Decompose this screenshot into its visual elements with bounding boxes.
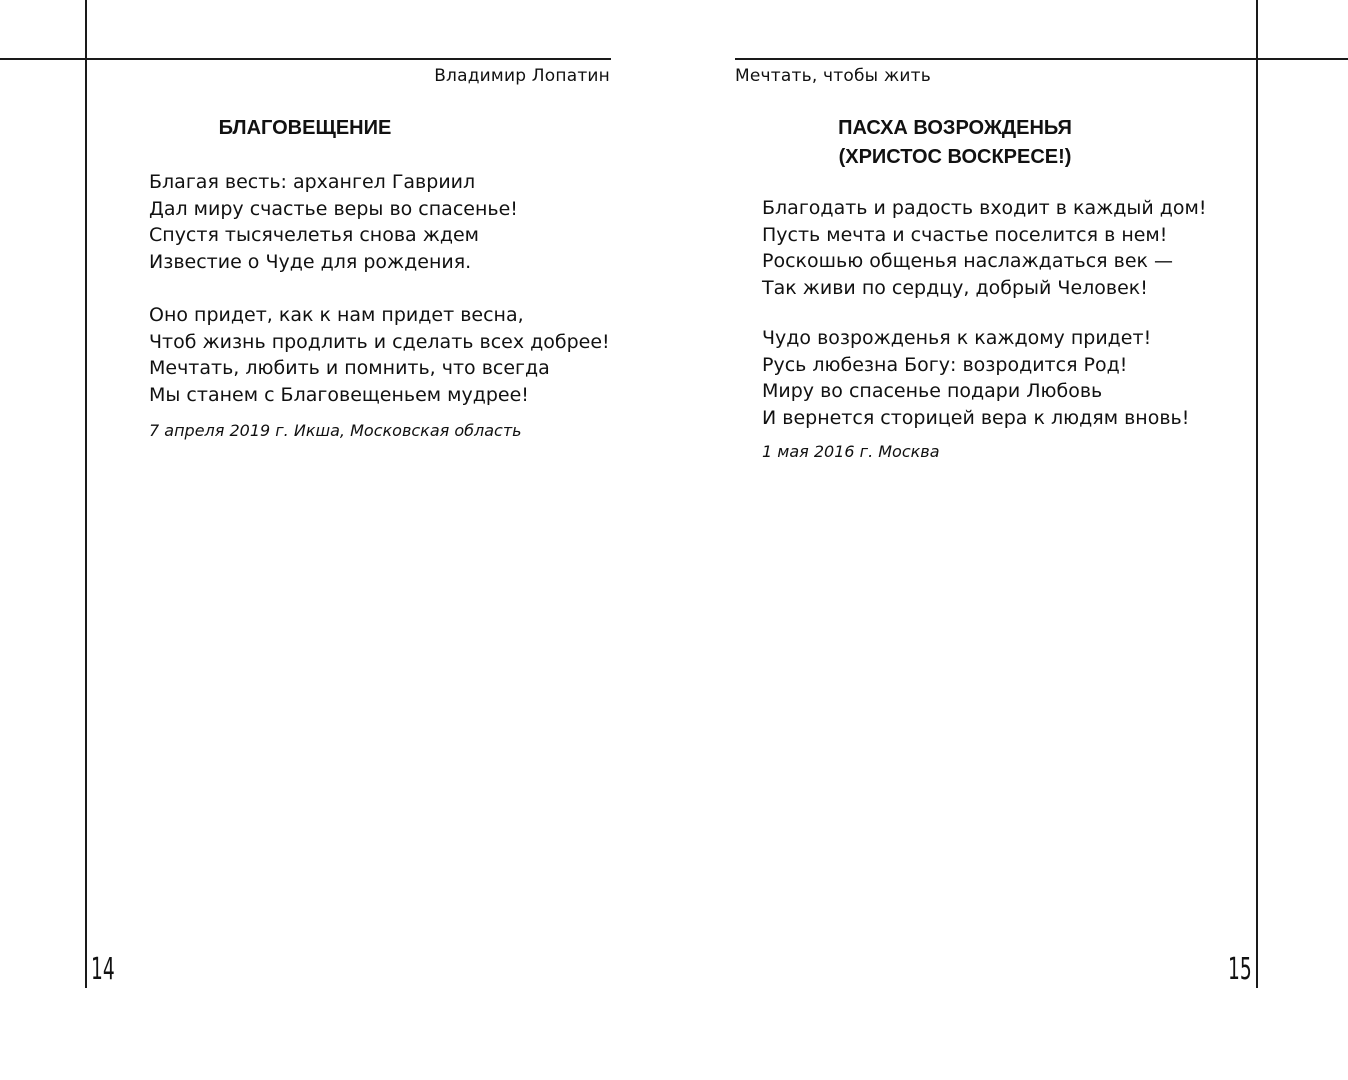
top-rule-left	[0, 58, 611, 60]
page-number: 15	[1228, 952, 1252, 987]
poem-date: 7 апреля 2019 г. Икша, Московская область	[149, 421, 522, 440]
verse-line: Благая весть: архангел Гавриил	[149, 171, 476, 193]
verse-line: Чтоб жизнь продлить и сделать всех добрее!	[149, 330, 610, 353]
stanza-1	[762, 195, 1207, 301]
poem-title-line-1: ПАСХА ВОЗРОЖДЕНЬЯ	[838, 117, 1072, 139]
left-margin-line	[85, 0, 87, 988]
verse-line: Мечтать, любить и помнить, что всегда	[149, 357, 550, 380]
verse-line: Мы станем с Благовещеньем мудрее!	[149, 383, 529, 406]
verse-line: Так живи по сердцу, добрый Человек!	[762, 276, 1148, 299]
verse-line: Дал миру счастье веры во спасенье!	[149, 197, 518, 220]
verse-line: Роскошью общенья наслаждаться век —	[762, 250, 1174, 273]
verse-line: Миру во спасенье подари Любовь	[762, 380, 1103, 403]
stanza-1	[149, 169, 518, 275]
verse-line: И вернется сторицей вера к людям вновь!	[762, 406, 1190, 429]
running-head-book-title: Мечтать, чтобы жить	[735, 66, 931, 86]
verse-line: Благодать и радость входит в каждый дом!	[762, 197, 1207, 219]
verse-line: Спустя тысячелетья снова ждем	[149, 224, 479, 247]
verse-line: Чудо возрожденья к каждому придет!	[762, 327, 1152, 349]
poem-title-blagoveshchenie: БЛАГОВЕЩЕНИЕ	[218, 117, 392, 139]
verse-line: Известие о Чуде для рождения.	[149, 250, 472, 273]
right-margin-line	[1256, 0, 1258, 988]
page-number: 14	[91, 952, 115, 987]
stanza-2	[149, 302, 610, 408]
verse-line: Пусть мечта и счастье поселится в нем!	[762, 223, 1168, 246]
running-head-author: Владимир Лопатин	[434, 66, 610, 86]
poem-date: 1 мая 2016 г. Москва	[762, 442, 940, 461]
poem-title-paskha	[780, 114, 1130, 172]
verse-line: Оно придет, как к нам придет весна,	[149, 304, 524, 326]
poem-title-line-2: (ХРИСТОС ВОСКРЕСЕ!)	[838, 146, 1072, 168]
stanza-2	[762, 325, 1189, 431]
verse-line: Русь любезна Богу: возродится Род!	[762, 353, 1128, 376]
